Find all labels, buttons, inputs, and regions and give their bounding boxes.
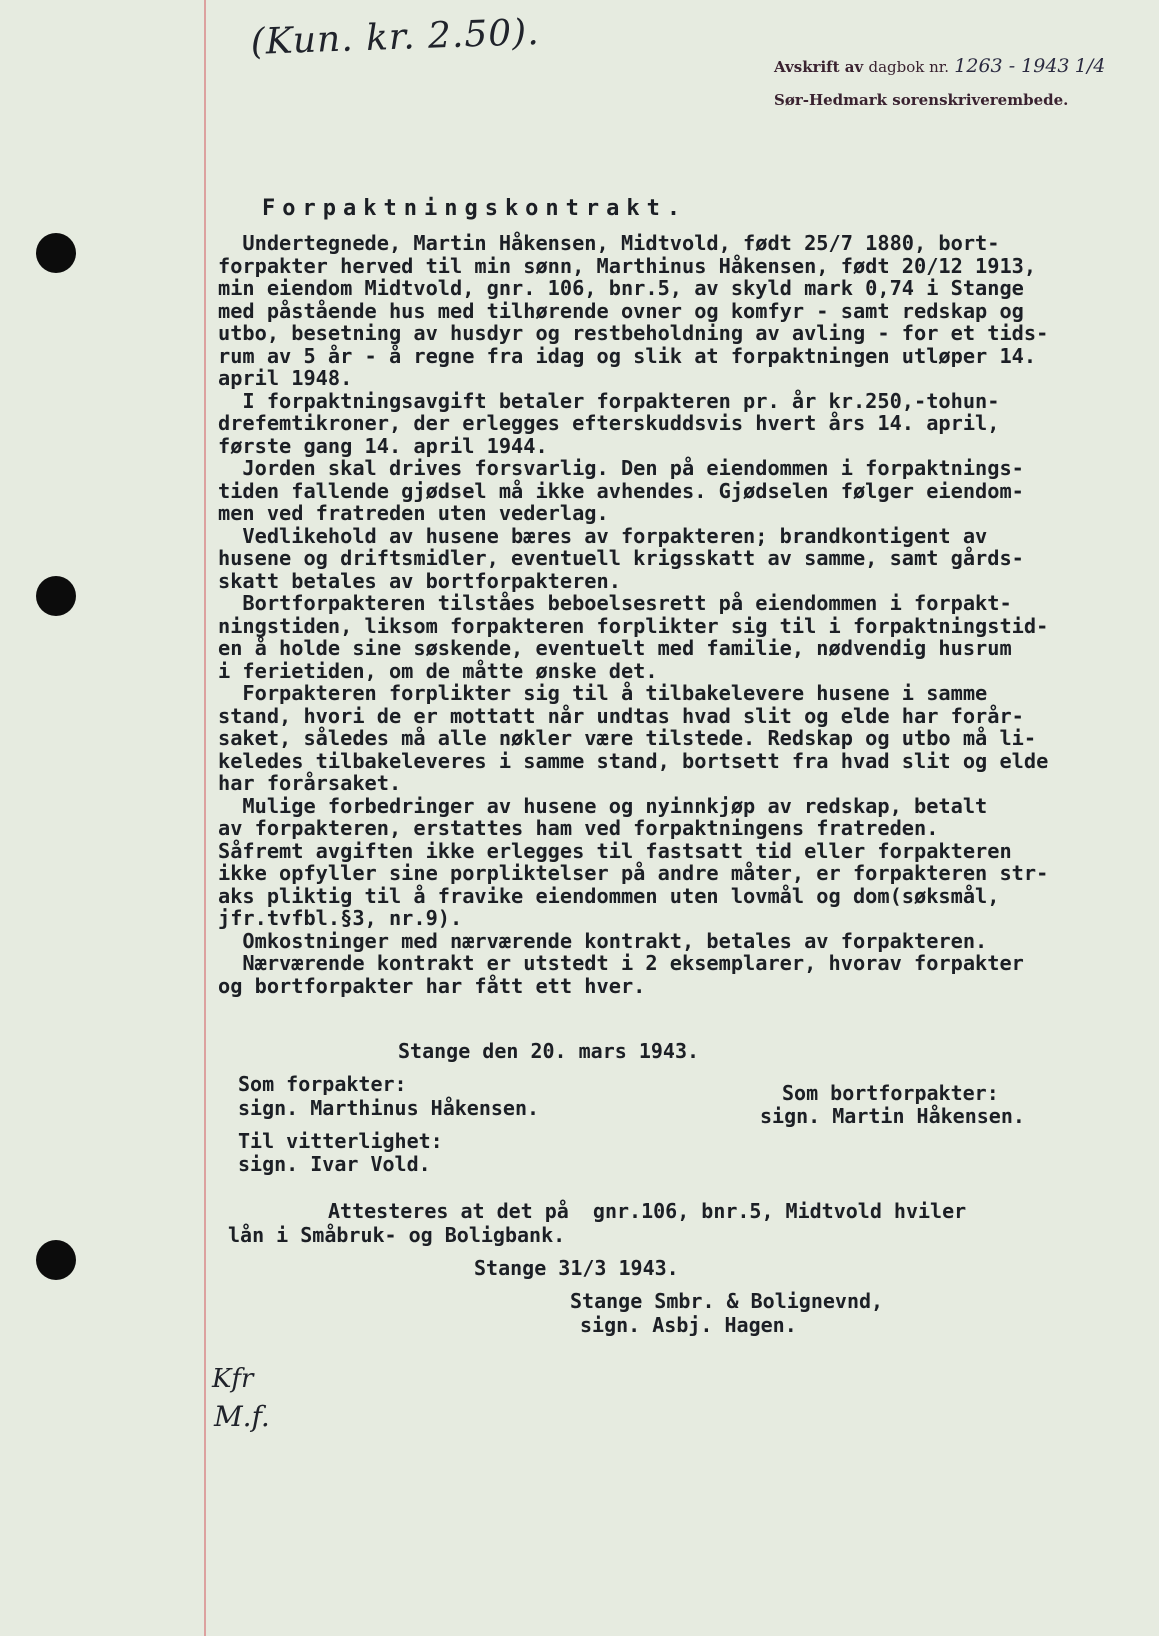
stamp-dagbok-number: 1263 - 1943 [954,55,1070,77]
document-title: Forpaktningskontrakt. [262,196,688,221]
punch-hole [36,233,76,273]
lessor-signature: sign. Martin Håkensen. [760,1104,1025,1128]
contract-line: keledes tilbakeleveres i samme stand, bortsett fra hvad slit og elde [218,748,1049,773]
attest-line-2: lån i Småbruk- og Boligbank. [228,1223,566,1247]
contract-line: av forpakteren, erstattes ham ved forpaktningens fratreden. [218,816,939,840]
handwritten-fee-note: (Kun. kr. 2.50). [250,11,541,63]
contract-line: Mulige forbedringer av husene og nyinnkjøp av redskap, betalt [218,793,988,818]
contract-line: forpakter herved til min sønn, Marthinus Håkensen, født 20/12 1913, [218,253,1037,278]
contract-line: en å holde sine søskende, eventuelt med familie, nødvendig husrum [218,636,1012,660]
witness-role: Til vitterlighet: [238,1129,443,1153]
contract-line: aks pliktig til å fravike eiendommen uten lovmål og dom(søksmål, [218,883,1000,908]
punch-hole [36,1240,76,1280]
contract-line: saket, således må alle nøkler være tilstede. Redskap og utbo må li- [218,726,1037,750]
contract-line: Omkostninger med nærværende kontrakt, betales av forpakteren. [218,928,988,953]
contract-line: tiden fallende gjødsel må ikke avhendes. Gjødselen følger eiendom- [218,478,1024,503]
punch-hole [36,576,76,616]
contract-line: Undertegnede, Martin Håkensen, Midtvold, født 25/7 1880, bort- [218,231,1000,255]
contract-line: Forpakteren forplikter sig til å tilbakelevere husene i samme [218,681,988,705]
tenant-signature: sign. Marthinus Håkensen. [238,1096,540,1120]
contract-line: drefemtikroner, der erlegges efterskuddsvis hvert års 14. april, [218,411,1000,435]
attest-place-date: Stange 31/3 1943. [474,1256,679,1280]
contract-line: ningstiden, liksom forpakteren forplikter sig til i forpaktningstid- [218,613,1049,638]
contract-line: husene og driftsmidler, eventuell krigsskatt av samme, samt gårds- [218,546,1024,570]
contract-line: Nærværende kontrakt er utstedt i 2 eksemplarer, hvorav forpakter [218,951,1024,975]
handwritten-initials: M.f. [214,1400,270,1433]
contract-line: Såfremt avgiften ikke erlegges til fastsatt tid eller forpakteren [218,838,1012,863]
contract-line: Bortforpakteren tilståes beboelsesrett på eiendommen i forpakt- [218,591,1012,615]
contract-line: i ferietiden, om de måtte ønske det. [218,658,658,683]
contract-line: jfr.tvfbl.§3, nr.9). [218,906,463,930]
lessor-role: Som bortforpakter: [782,1081,999,1105]
stamp-date: 1/4 [1074,55,1106,77]
handwritten-initials: Kfr [212,1364,254,1394]
attest-line-1: Attesteres at det på gnr.106, bnr.5, Midtvold hviler [328,1199,967,1223]
contract-line: Jorden skal drives forsvarlig. Den på eiendommen i forpaktnings- [218,456,1024,480]
contract-line: ikke opfyller sine porpliktelser på andre måter, er forpakteren str- [218,861,1049,885]
tenant-role: Som forpakter: [238,1072,407,1096]
stamp-line-1 [774,56,1105,78]
attest-organization: Stange Smbr. & Bolignevnd, [570,1289,884,1313]
contract-line: min eiendom Midtvold, gnr. 106, bnr.5, av skyld mark 0,74 i Stange [218,276,1024,300]
attest-signature: sign. Asbj. Hagen. [580,1313,797,1337]
contract-body [218,232,1148,997]
margin-line [204,0,206,1636]
stamp-dagbok-label: dagbok nr. [868,58,950,76]
contract-line: rum av 5 år - å regne fra idag og slik at forpaktningen utløper 14. [218,343,1037,368]
stamp-office: Sør-Hedmark sorenskriverembede. [774,90,1069,109]
contract-line: april 1948. [218,366,353,390]
contract-line: utbo, besetning av husdyr og restbeholdning av avling - for et tids- [218,321,1049,345]
registry-stamp [774,56,1105,109]
contract-line: skatt betales av bortforpakteren. [218,568,621,593]
contract-line: I forpaktningsavgift betaler forpakteren pr. år kr.250,-tohun- [218,388,1000,413]
witness-signature: sign. Ivar Vold. [238,1152,431,1176]
contract-line: har forårsaket. [218,771,402,795]
place-date: Stange den 20. mars 1943. [398,1039,700,1063]
contract-line: med påstående hus med tilhørende ovner og komfyr - samt redskap og [218,298,1024,323]
stamp-label: Avskrift av [774,58,864,76]
contract-line: stand, hvori de er mottatt når undtas hvad slit og elde har forår- [218,703,1024,728]
contract-line: Vedlikehold av husene bæres av forpakteren; brandkontigent av [218,523,988,548]
contract-line: første gang 14. april 1944. [218,433,548,458]
contract-line: men ved fratreden uten vederlag. [218,501,609,525]
contract-line: og bortforpakter har fått ett hver. [218,973,646,998]
